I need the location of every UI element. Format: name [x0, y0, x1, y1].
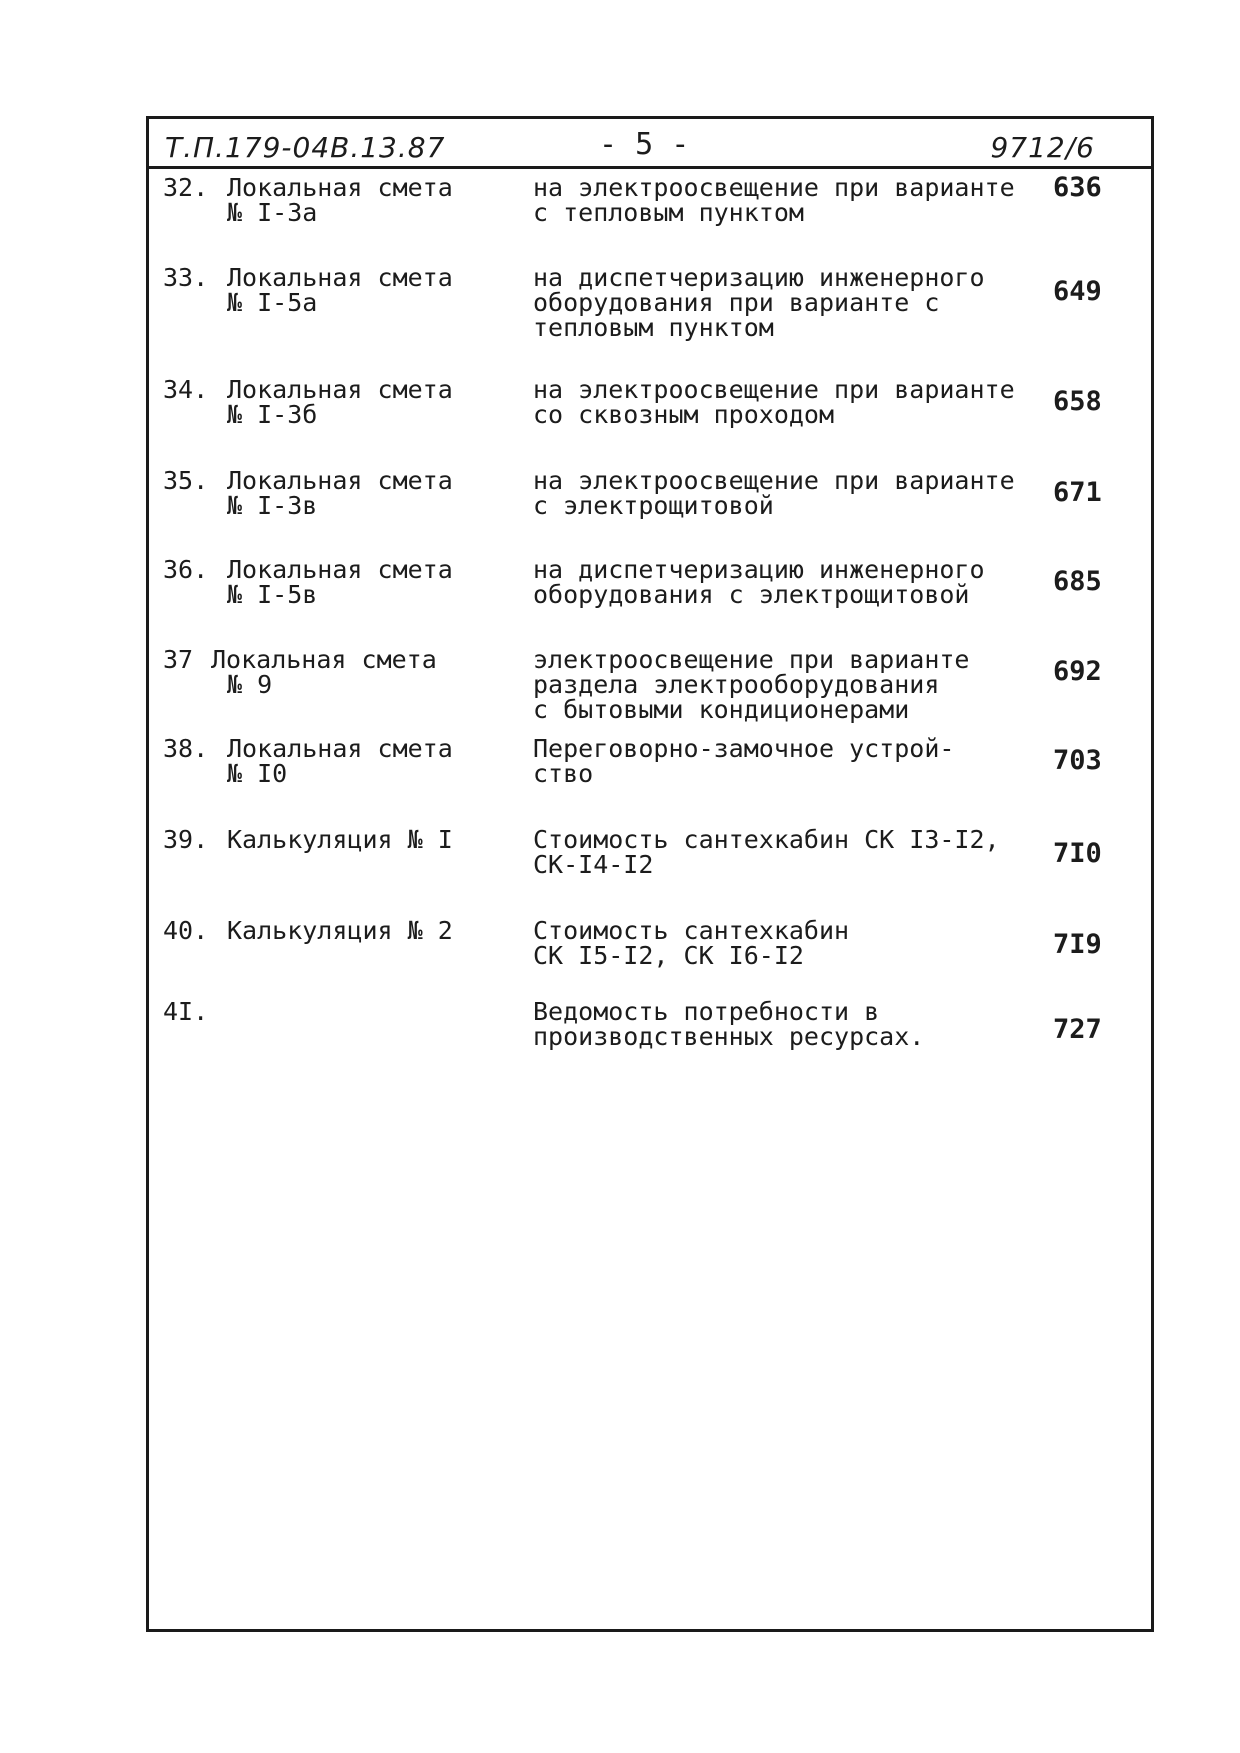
entry-description: [533, 827, 1053, 877]
entry-description: [533, 999, 1053, 1049]
entry-description-line: раздела электрооборудования: [533, 670, 940, 699]
entry-number: 35.: [163, 466, 209, 495]
entry-description-line: со сквозным проходом: [533, 400, 835, 429]
entry-description-line: на электроосвещение при варианте: [533, 173, 1015, 202]
entry-number: 32.: [163, 173, 209, 202]
entry-description-line: с тепловым пунктом: [533, 198, 804, 227]
entry-description: [533, 377, 1053, 427]
entry-description: [533, 468, 1053, 518]
entry-description-line: на диспетчеризацию инженерного: [533, 555, 985, 584]
entry-description: [533, 265, 1053, 340]
entry-title-line: № I0: [227, 759, 288, 788]
entry-title: [211, 647, 437, 697]
entry-description-line: оборудования при варианте с: [533, 288, 940, 317]
entry-title-line: Локальная смета: [211, 645, 437, 674]
entry-description: [533, 557, 1053, 607]
entry-number: 4I.: [163, 997, 209, 1026]
entry-page-number: 692: [1053, 656, 1102, 687]
entry-page-number: 7I0: [1053, 838, 1102, 869]
page-number: - 5 -: [599, 127, 690, 162]
entry-description: [533, 736, 1053, 786]
entry-description-line: производственных ресурсах.: [533, 1022, 925, 1051]
entry-number: 38.: [163, 734, 209, 763]
entry-description-line: Переговорно-замочное устрой-: [533, 734, 955, 763]
entry-description-line: с бытовыми кондиционерами: [533, 695, 910, 724]
entry-description-line: ство: [533, 759, 594, 788]
document-frame: [146, 116, 1154, 1632]
entry-number: 33.: [163, 263, 209, 292]
entry-title-line: Локальная смета: [227, 555, 453, 584]
entry-title-line: № I-3а: [227, 198, 318, 227]
entry-description-line: СК I5-I2, СК I6-I2: [533, 941, 804, 970]
entry-title-line: Локальная смета: [227, 466, 453, 495]
entry-page-number: 7I9: [1053, 929, 1102, 960]
entry-title: [227, 736, 453, 786]
entry-description-line: на диспетчеризацию инженерного: [533, 263, 985, 292]
entry-description-line: электроосвещение при варианте: [533, 645, 970, 674]
entry-number: 40.: [163, 916, 209, 945]
page-header: [149, 119, 1151, 169]
entry-title-line: № I-5в: [227, 580, 318, 609]
entry-title-line: № I-3в: [227, 491, 318, 520]
entry-number: 37: [163, 645, 194, 674]
inventory-number: 9712/6: [990, 131, 1095, 164]
entry-description: [533, 918, 1053, 968]
entry-title-line: Локальная смета: [227, 173, 453, 202]
entry-title: [227, 377, 453, 427]
entry-title: [227, 265, 453, 315]
entry-title: [227, 468, 453, 518]
entry-page-number: 649: [1053, 276, 1102, 307]
entry-page-number: 703: [1053, 745, 1102, 776]
entry-title-line: № I-3б: [227, 400, 318, 429]
entry-page-number: 636: [1053, 172, 1102, 203]
entry-title: [227, 175, 453, 225]
entry-title-line: № I-5а: [227, 288, 318, 317]
entry-title-line: Калькуляция № 2: [227, 916, 453, 945]
entry-description-line: Стоимость сантехкабин СК I3-I2,: [533, 825, 1000, 854]
entry-title-line: Калькуляция № I: [227, 825, 453, 854]
entry-description-line: Стоимость сантехкабин: [533, 916, 850, 945]
entry-page-number: 671: [1053, 477, 1102, 508]
entry-number: 39.: [163, 825, 209, 854]
entry-description-line: на электроосвещение при варианте: [533, 375, 1015, 404]
entry-number: 36.: [163, 555, 209, 584]
entry-description-line: тепловым пунктом: [533, 313, 774, 342]
entry-page-number: 727: [1053, 1014, 1102, 1045]
entry-title-line: № 9: [227, 670, 273, 699]
entry-title-line: Локальная смета: [227, 734, 453, 763]
entry-title-line: Локальная смета: [227, 263, 453, 292]
entry-page-number: 658: [1053, 386, 1102, 417]
entry-title-line: Локальная смета: [227, 375, 453, 404]
entry-description-line: с электрощитовой: [533, 491, 774, 520]
entry-description-line: на электроосвещение при варианте: [533, 466, 1015, 495]
entry-number: 34.: [163, 375, 209, 404]
entry-description-line: оборудования с электрощитовой: [533, 580, 970, 609]
entry-description: [533, 647, 1053, 722]
entry-title: [227, 557, 453, 607]
entry-description-line: СК-I4-I2: [533, 850, 654, 879]
entry-page-number: 685: [1053, 566, 1102, 597]
document-code: Т.П.179-04В.13.87: [165, 131, 446, 164]
entry-description: [533, 175, 1053, 225]
entry-title: [227, 918, 453, 943]
entry-description-line: Ведомость потребности в: [533, 997, 880, 1026]
entry-title: [227, 827, 453, 852]
